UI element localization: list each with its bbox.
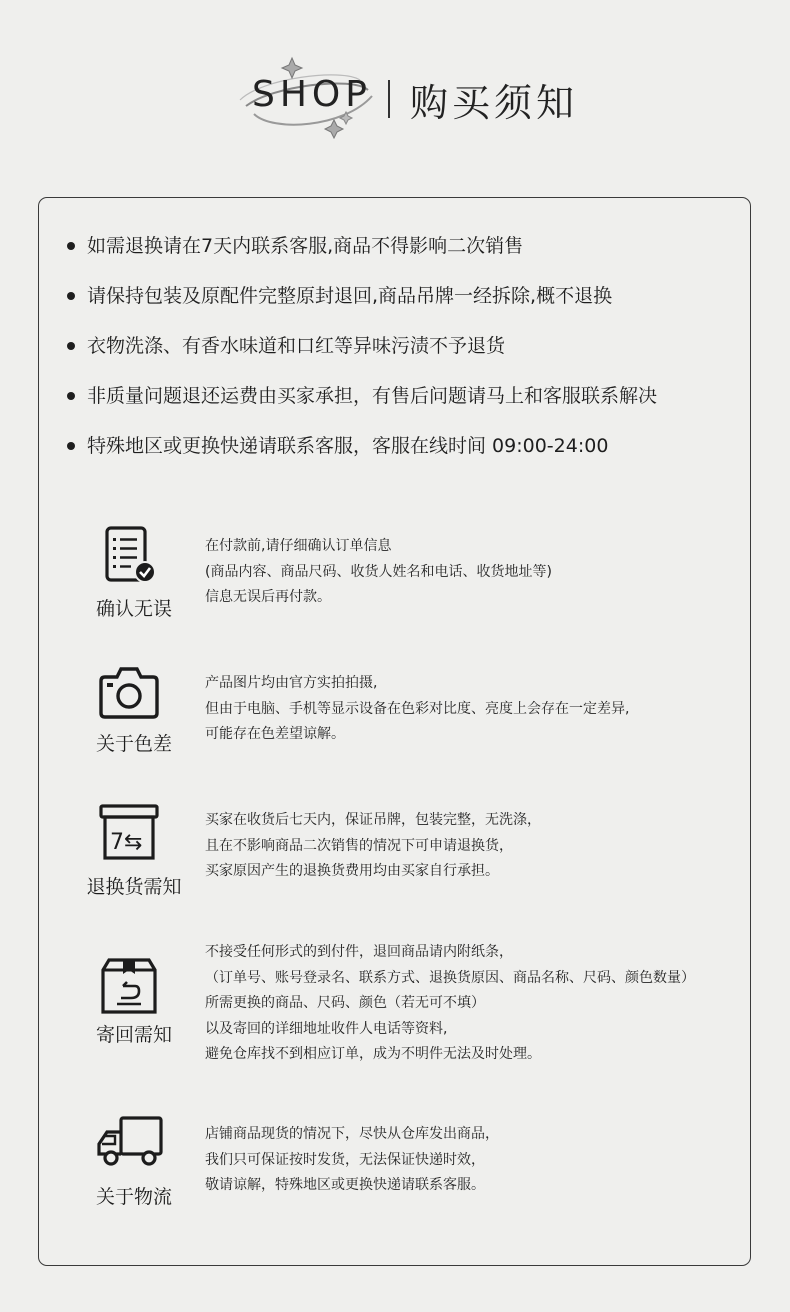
return-box-label: 7⇆ bbox=[110, 830, 143, 855]
page-title: 购买须知 bbox=[410, 81, 579, 125]
notice-item: 特殊地区或更换快递请联系客服，客服在线时间 09:00-24:00 bbox=[67, 432, 657, 482]
notice-item: 非质量问题退还运费由买家承担，有售后问题请马上和客服联系解决 bbox=[67, 382, 657, 432]
header-divider bbox=[388, 80, 390, 118]
section-description: 在付款前,请仔细确认订单信息 (商品内容、商品尺码、收货人姓名和电话、收货地址等) 信息无误后再付款。 bbox=[205, 538, 552, 605]
section-label: 关于色差 bbox=[95, 733, 172, 755]
section-description: 不接受任何形式的到付件，退回商品请内附纸条， （订单号、账号登录名、联系方式、退换货原因、商品名称、尺码、颜色数量） 所需更换的商品、尺码、颜色（若无可不填） 以及寄回的详细地址收件人电话等资料, 避免仓库找不到相应订单，成为不明件无法及时处理。 bbox=[205, 944, 695, 1062]
notice-list bbox=[67, 232, 657, 482]
bullet-icon bbox=[67, 392, 75, 400]
return-box-icon bbox=[93, 804, 165, 868]
notice-panel bbox=[38, 197, 751, 1266]
notice-item: 如需退换请在7天内联系客服,商品不得影响二次销售 bbox=[67, 232, 657, 282]
section-description: 买家在收货后七天内，保证吊牌，包装完整，无洗涤， 且在不影响商品二次销售的情况下可申请退换货， 买家原因产生的退换货费用均由买家自行承担。 bbox=[205, 812, 541, 879]
section-label: 关于物流 bbox=[95, 1186, 172, 1208]
bullet-icon bbox=[67, 342, 75, 350]
notice-item: 请保持包装及原配件完整原封退回,商品吊牌一经拆除,概不退换 bbox=[67, 282, 657, 332]
section-label: 寄回需知 bbox=[95, 1024, 172, 1046]
bullet-icon bbox=[67, 442, 75, 450]
section-description: 产品图片均由官方实拍拍摄, 但由于电脑、手机等显示设备在色彩对比度、亮度上会存在一定差异, 可能存在色差望谅解。 bbox=[205, 675, 630, 742]
brand-text: SHOP bbox=[252, 74, 372, 115]
section-label: 确认无误 bbox=[95, 598, 172, 620]
camera-icon bbox=[93, 661, 165, 725]
section-description: 店铺商品现货的情况下，尽快从仓库发出商品， 我们只可保证按时发货，无法保证快递时效， 敬请谅解，特殊地区或更换快递请联系客服。 bbox=[205, 1126, 499, 1193]
truck-icon bbox=[93, 1112, 165, 1176]
page-header bbox=[0, 46, 790, 156]
checklist-icon bbox=[93, 526, 165, 590]
notice-item: 衣物洗涤、有香水味道和口红等异味污渍不予退货 bbox=[67, 332, 657, 382]
section-label: 退换货需知 bbox=[86, 876, 182, 898]
parcel-return-icon bbox=[93, 956, 165, 1020]
bullet-icon bbox=[67, 292, 75, 300]
bullet-icon bbox=[67, 242, 75, 250]
